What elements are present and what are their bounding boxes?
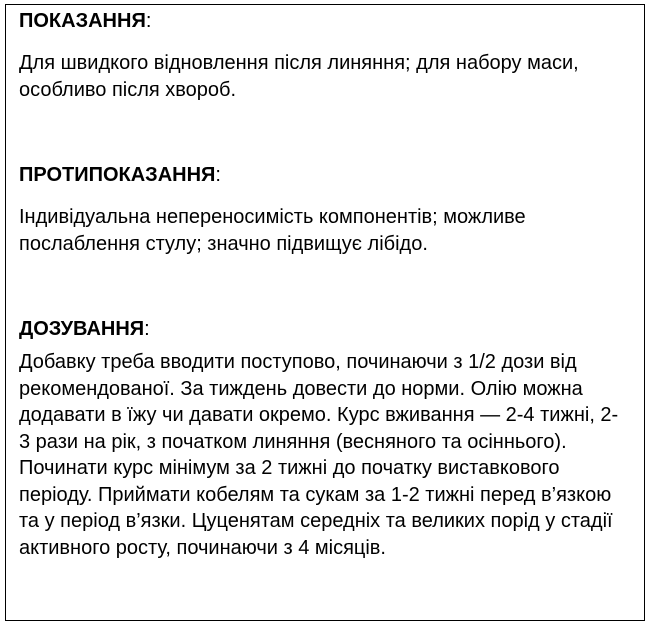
indications-heading-colon: : (145, 10, 152, 32)
indications-text: Для швидкого відновлення після линяння; для набору маси, особливо після хвороб. (19, 52, 579, 101)
dosage-text: Добавку треба вводити поступово, починаючи з 1/2 дози від рекомендованої. За тиждень довести до норми. Олію можна додавати в їжу чи давати окремо. Курс вживання — 2-4 тижні, 2-3 рази на рік, з початком линяння (весняного та осіннього). Починати курс мінімум за 2 тижні до початку виставкового періоду. Приймати кобелям та сукам за 1-2 тижні перед в’язкою та у період в’язки. Цуценятам середніх та великих порід у стадії активного росту, починаючи з 4 місяців. (19, 351, 619, 559)
dosage-heading-colon: : (144, 318, 150, 340)
contraindications-heading-colon: : (215, 164, 221, 186)
contraindications-heading-label: ПРОТИПОКАЗАННЯ (19, 164, 216, 186)
dosage-heading (19, 316, 150, 342)
contraindications-heading (19, 162, 221, 188)
dosage-heading-label: ДОЗУВАННЯ (19, 318, 145, 340)
document-frame (5, 4, 645, 621)
indications-heading-label: ПОКАЗАННЯ (19, 10, 146, 32)
contraindications-text: Індивідуальна непереносимість компонентів; можливе послаблення стулу; значно підвищує лібідо. (19, 206, 526, 255)
indications-heading (19, 8, 151, 34)
